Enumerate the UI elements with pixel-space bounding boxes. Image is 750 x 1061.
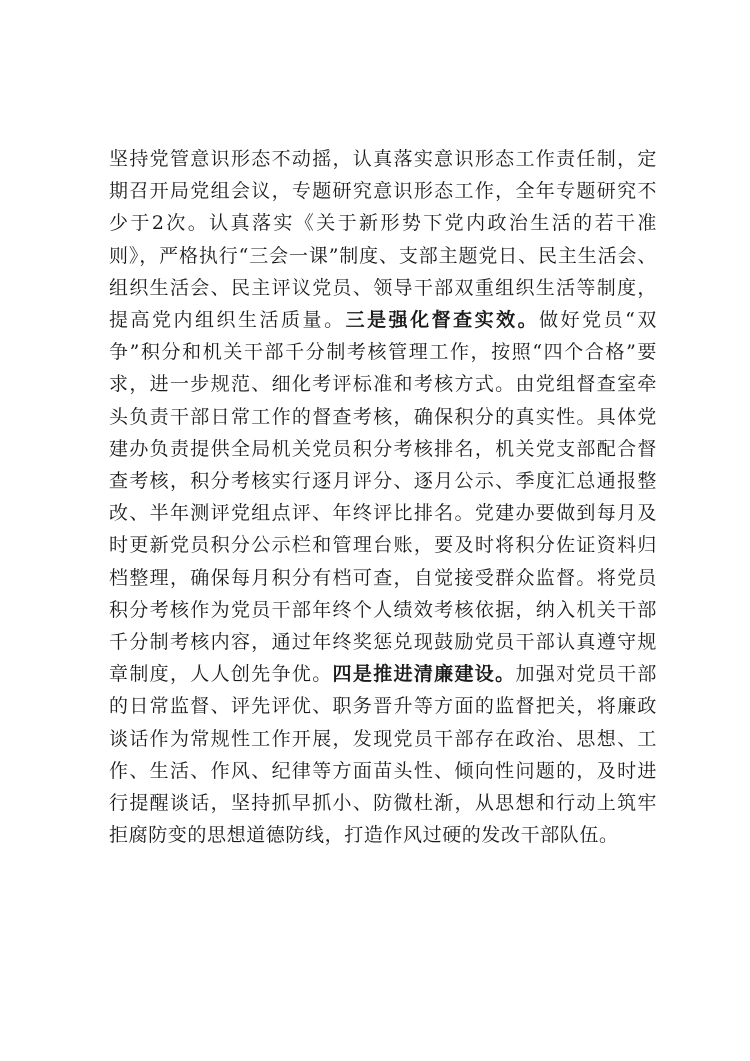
section-heading-3: 三是强化督查实效。 bbox=[345, 309, 540, 332]
paragraph-text-part3: 加强对党员干部的日常监督、评先评优、职务晋升等方面的监督把关，将廉政谈话作为常规性工作开展，发现党员干部存在政治、思想、工作、生活、作风、纪律等方面苗头性、倾向性问题的，及时进行提醒谈话，坚持抓早抓小、防微杜渐，从思想和行动上筑牢拒腐防变的思想道德防线，打造作风过硬的发改干部队伍。 bbox=[109, 663, 657, 847]
paragraph-text-part2: 做好党员“双争”积分和机关干部千分制考核管理工作，按照“四个合格”要求，进一步规范、细化考评标准和考核方式。由党组督查室牵头负责干部日常工作的督查考核，确保积分的真实性。具体党建办负责提供全局机关党员积分考核排名，机关党支部配合督查考核，积分考核实行逐月评分、逐月公示、季度汇总通报整改、半年测评党组点评、年终评比排名。党建办要做到每月及时更新党员积分公示栏和管理台账，要及时将积分佐证资料归档整理，确保每月积分有档可查，自觉接受群众监督。将党员积分考核作为党员干部年终个人绩效考核依据，纳入机关干部千分制考核内容，通过年终奖惩兑现鼓励党员干部认真遵守规章制度，人人创先争优。 bbox=[109, 309, 657, 686]
body-paragraph bbox=[109, 143, 657, 851]
paragraph-text-part1: 坚持党管意识形态不动摇，认真落实意识形态工作责任制，定期召开局党组会议，专题研究意识形态工作，全年专题研究不少于2次。认真落实《关于新形势下党内政治生活的若干准则》，严格执行“三会一课”制度、支部主题党日、民主生活会、组织生活会、民主评议党员、领导干部双重组织生活等制度，提高党内组织生活质量。 bbox=[109, 148, 657, 332]
section-heading-4: 四是推进清廉建设。 bbox=[332, 663, 516, 686]
